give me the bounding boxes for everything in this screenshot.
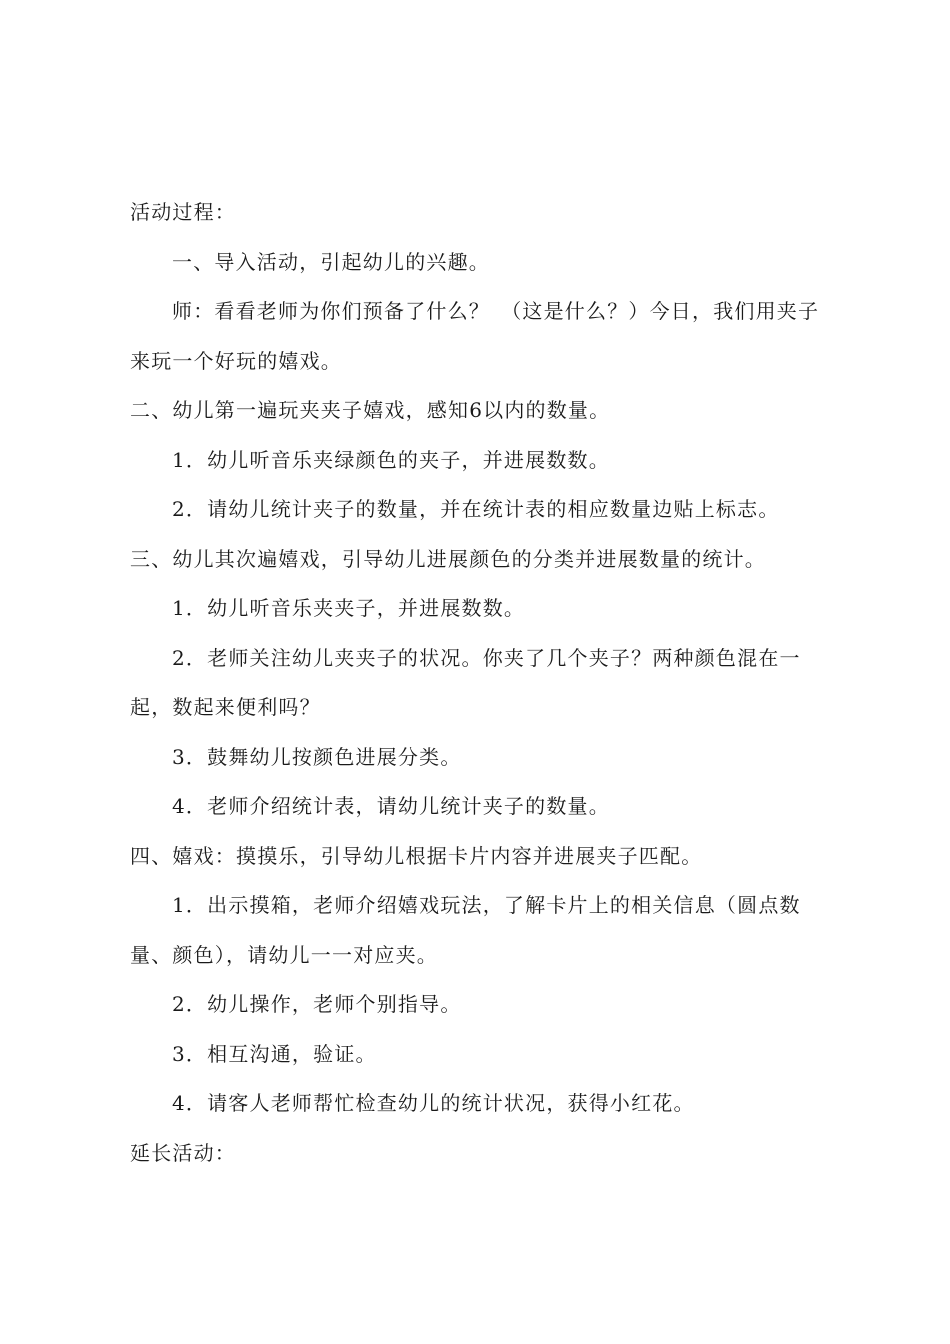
- paragraph: 活动过程：: [130, 200, 236, 224]
- paragraph: 3．鼓舞幼儿按颜色进展分类。: [172, 744, 462, 769]
- paragraph: 1．出示摸箱，老师介绍嬉戏玩法，了解卡片上的相关信息（圆点数量、颜色），请幼儿一一对应夹。: [130, 893, 801, 967]
- paragraph: 2．老师关注幼儿夹夹子的状况。你夹了几个夹子？两种颜色混在一起，数起来便利吗？: [130, 645, 801, 719]
- paragraph: 延长活动：: [130, 1140, 236, 1165]
- paragraph: 四、嬉戏：摸摸乐，引导幼儿根据卡片内容并进展夹子匹配。: [130, 843, 703, 868]
- paragraph: 2．请幼儿统计夹子的数量，并在统计表的相应数量边贴上标志。: [172, 497, 780, 521]
- paragraph: 1．幼儿听音乐夹绿颜色的夹子，并进展数数。: [172, 447, 610, 472]
- paragraph: 4．请客人老师帮忙检查幼儿的统计状况，获得小红花。: [172, 1091, 695, 1115]
- paragraph: 4．老师介绍统计表，请幼儿统计夹子的数量。: [172, 794, 610, 818]
- paragraph: 一、导入活动，引起幼儿的兴趣。: [172, 249, 490, 274]
- paragraph: 3．相互沟通，验证。: [172, 1041, 377, 1066]
- paragraph: 1．幼儿听音乐夹夹子，并进展数数。: [172, 596, 526, 620]
- paragraph: 2．幼儿操作，老师个别指导。: [172, 992, 462, 1016]
- document-body: [130, 188, 830, 1178]
- paragraph: 二、幼儿第一遍玩夹夹子嬉戏，感知6以内的数量。: [130, 398, 611, 422]
- paragraph: 三、幼儿其次遍嬉戏，引导幼儿进展颜色的分类并进展数量的统计。: [130, 546, 766, 571]
- paragraph: 师：看看老师为你们预备了什么？ （这是什么？）今日，我们用夹子来玩一个好玩的嬉戏。: [130, 299, 820, 373]
